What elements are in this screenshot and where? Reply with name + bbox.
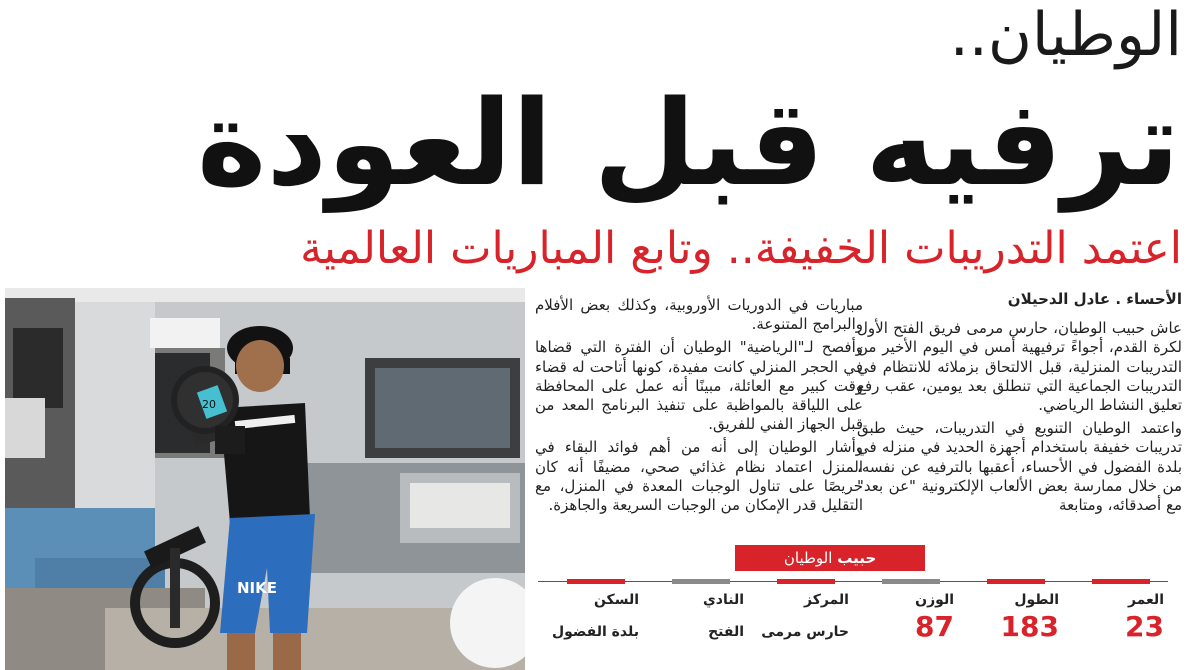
profile-name-banner: [735, 545, 925, 571]
stat-label: العمر: [1127, 592, 1164, 608]
stat-label: الوزن: [915, 592, 954, 608]
stat-club: [645, 578, 748, 668]
stat-bar: [882, 579, 940, 584]
stat-bar: [987, 579, 1045, 584]
stat-bar: [777, 579, 835, 584]
article-kicker: الوطيان..: [949, 0, 1182, 70]
athlete-training-photo: [5, 288, 525, 670]
stat-age: [1065, 578, 1168, 668]
profile-first-name: حبيب: [837, 549, 877, 567]
article-photo: [5, 288, 525, 670]
stat-bar: [672, 579, 730, 584]
article-column-left: [535, 296, 863, 519]
stat-value: الفتح: [708, 624, 744, 640]
stat-bar: [1092, 579, 1150, 584]
stat-value: 87: [915, 610, 954, 643]
dumbbell-plate-number: 20: [202, 398, 216, 411]
stat-bar: [567, 579, 625, 584]
article-paragraph: وأفصح لـ"الرياضية" الوطيان أن الفترة التي قضاها في الحجر المنزلي كانت مفيدة، كونها أتاحت له قضاء وقت كبير مع العائلة، مبينًا أنه عمل على المحافظة على اللياقة بالمواظبة على تنفيذ البرنامج المعد من قبل الجهاز الفني للفريق.: [535, 338, 863, 434]
stat-value: حارس مرمى: [761, 624, 849, 640]
article-paragraph: عاش حبيب الوطيان، حارس مرمى فريق الفتح الأول لكرة القدم، أجواءً ترفيهية أمس في اليوم الأخير من التدريبات المنزلية، قبل الالتحاق بزملائه للانتظام في التدريبات الجماعية التي تنطلق بعد يومين، عقب رفع تعليق النشاط الرياضي.: [857, 319, 1182, 415]
profile-stats-strip: [538, 578, 1168, 668]
stat-height: [960, 578, 1063, 668]
stat-label: المركز: [803, 592, 849, 608]
article-headline: ترفيه قبل العودة: [196, 74, 1180, 212]
article-paragraph: وأشار الوطيان إلى أنه من أهم فوائد البقاء في المنزل اعتماد نظام غذائي صحي، مضيفًا أنه كان حريصًا على تناول الوجبات المعدة في المنزل، مع التقليل قدر الإمكان من الوجبات السريعة والجاهزة.: [535, 438, 863, 515]
stat-residence: [540, 578, 643, 668]
profile-last-name: الوطيان: [783, 549, 833, 567]
stat-value: 23: [1125, 610, 1164, 643]
stat-label: النادي: [702, 592, 744, 608]
stat-weight: [855, 578, 958, 668]
stat-label: الطول: [1014, 592, 1059, 608]
stat-label: السكن: [593, 592, 639, 608]
stat-value: بلدة الفضول: [551, 624, 639, 640]
article-paragraph: مباريات في الدوريات الأوروبية، وكذلك بعض الأفلام والبرامج المتنوعة.: [535, 296, 863, 334]
article-subheadline: اعتمد التدريبات الخفيفة.. وتابع المباريات العالمية: [300, 223, 1182, 274]
article-column-right: [857, 290, 1182, 519]
shorts-logo: NIKE: [237, 579, 278, 597]
article-paragraph: واعتمد الوطيان التنويع في التدريبات، حيث طبق تدريبات خفيفة باستخدام أجهزة الحديد في منزله في بلدة الفضول في الأحساء، أعقبها بالترفيه عن نفسه، من خلال ممارسة بعض الألعاب الإلكترونية "عن بعد" مع أصدقائه، ومتابعة: [857, 419, 1182, 515]
stat-value: 183: [1000, 610, 1059, 643]
stat-position: [750, 578, 853, 668]
article-byline: الأحساء . عادل الدحيلان: [1007, 290, 1182, 308]
